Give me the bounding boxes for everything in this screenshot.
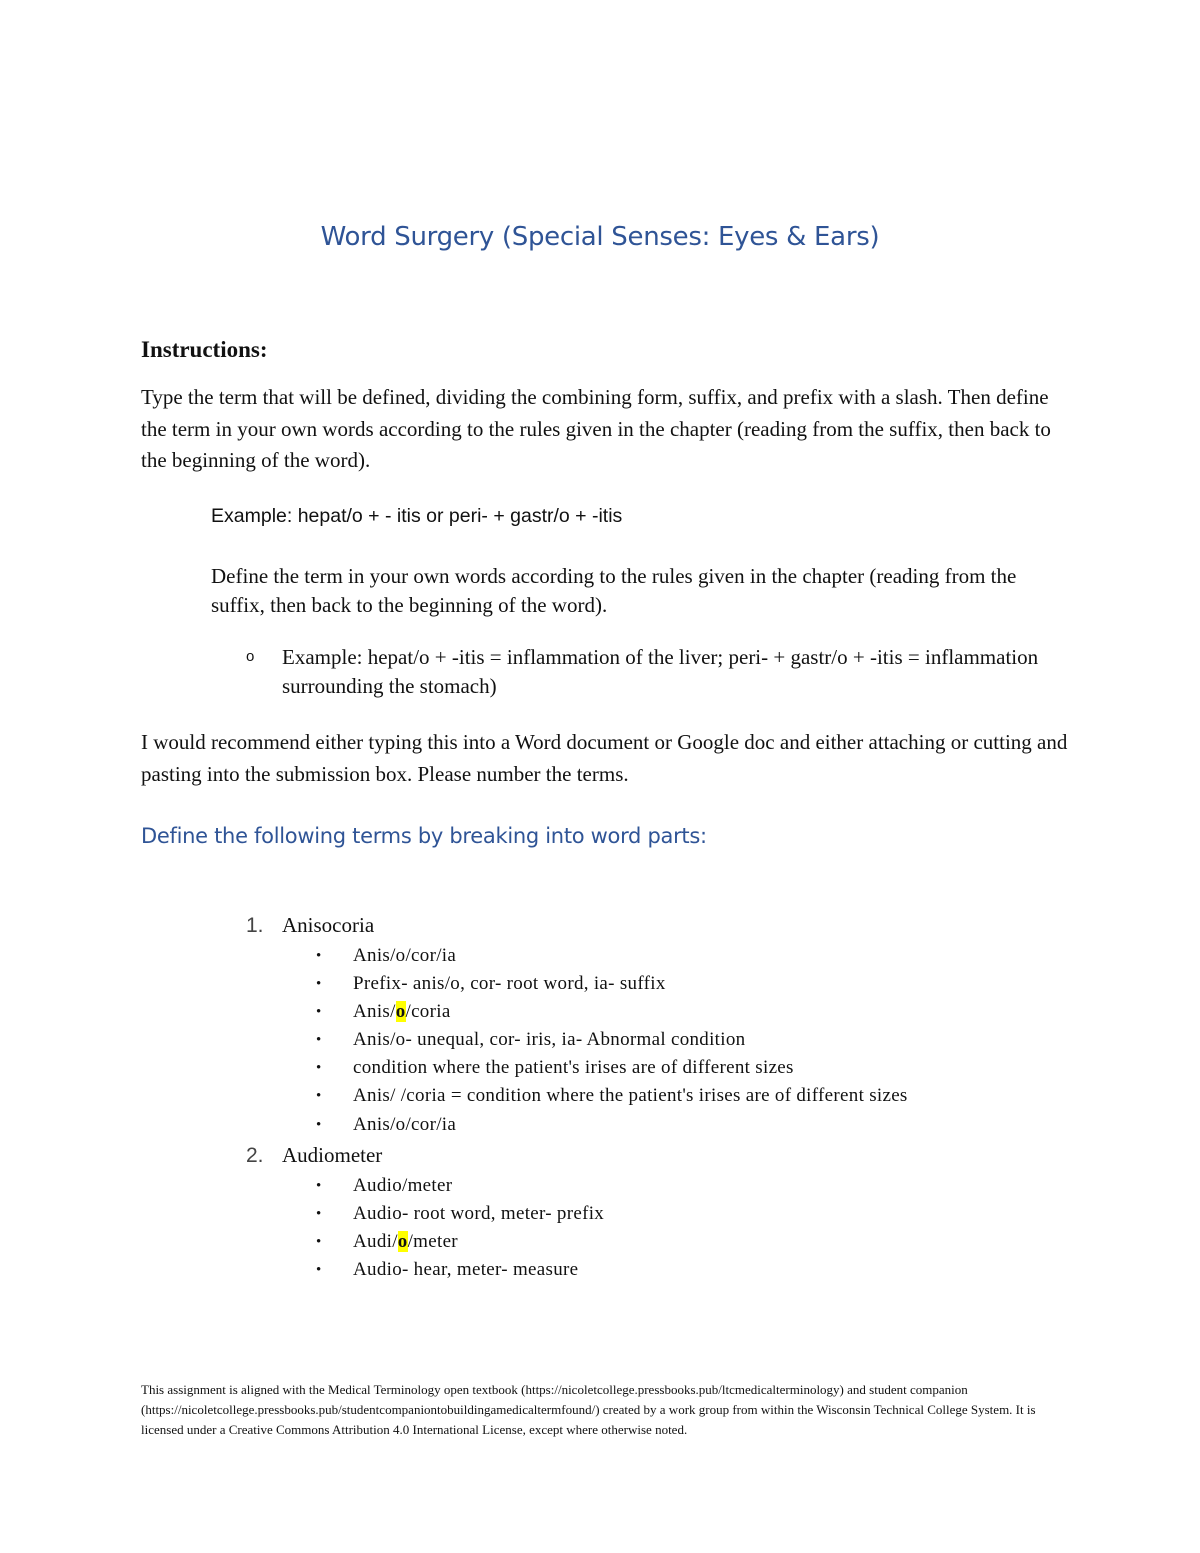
bullet-icon: •: [316, 1178, 322, 1194]
list-item-text: Audio- root word, meter- prefix: [353, 1203, 605, 1224]
list-item-text: Anis/o/cor/ia: [353, 1114, 457, 1135]
bullet-icon: •: [316, 1032, 322, 1048]
highlighted-letter: o: [397, 1231, 408, 1252]
section-heading: Define the following terms by breaking into word parts:: [141, 824, 707, 848]
term-name: Anisocoria: [282, 913, 375, 937]
list-item-text: Anis/o/cor/ia: [353, 945, 457, 966]
example-line: Example: hepat/o + - itis or peri- + gastr/o + -itis: [211, 505, 623, 527]
term-item: [246, 913, 374, 938]
list-item-text: Anis/ /coria = condition where the patient's irises are of different sizes: [353, 1085, 908, 1106]
text-before-highlight: Audi/: [353, 1231, 398, 1252]
document-title: Word Surgery (Special Senses: Eyes & Ears): [320, 222, 880, 252]
bullet-icon: •: [316, 1088, 322, 1104]
bullet-icon: •: [316, 1206, 322, 1222]
list-item-text: Audio/meter: [353, 1175, 453, 1196]
text-before-highlight: Anis/: [353, 1001, 396, 1022]
bullet-icon: •: [316, 976, 322, 992]
footer-license-note: This assignment is aligned with the Medical Terminology open textbook (https://nicoletcollege.pressbooks.pub/ltcmedicalterminology) and student companion (https://nicoletcollege.pressbooks.pub/studentcompaniontobuildingamedicaltermfound/) created by a work group from within the Wisconsin Technical College System. It is licensed under a Creative Commons Attribution 4.0 International License, except where otherwise noted.: [141, 1382, 1036, 1437]
instructions-heading: Instructions:: [141, 337, 268, 362]
term-number: 1.: [246, 914, 264, 937]
highlighted-letter: o: [395, 1001, 406, 1022]
bullet-icon: •: [316, 1004, 322, 1020]
text-after-highlight: /meter: [407, 1231, 458, 1252]
list-item-text: condition where the patient's irises are of different sizes: [353, 1057, 794, 1078]
list-item-text: [353, 1000, 451, 1024]
circle-bullet-icon: o: [246, 648, 255, 665]
list-item-text: Audio- hear, meter- measure: [353, 1259, 579, 1280]
list-item-text: Prefix- anis/o, cor- root word, ia- suffix: [353, 973, 666, 994]
term-name: Audiometer: [282, 1143, 383, 1167]
recommend-paragraph: I would recommend either typing this into a Word document or Google doc and either attaching or cutting and pasting into the submission box. Please number the terms.: [141, 730, 1068, 786]
define-paragraph: Define the term in your own words according to the rules given in the chapter (reading from the suffix, then back to the beginning of the word).: [211, 564, 1017, 617]
bullet-icon: •: [316, 948, 322, 964]
instructions-paragraph: Type the term that will be defined, dividing the combining form, suffix, and prefix with a slash. Then define the term in your own words according to the rules given in the chapter (reading from the suffix, then back to the beginning of the word).: [141, 385, 1051, 472]
list-item-text: Anis/o- unequal, cor- iris, ia- Abnormal condition: [353, 1029, 746, 1050]
example-bullet-text: Example: hepat/o + -itis = inflammation of the liver; peri- + gastr/o + -itis = inflammation surrounding the stomach): [282, 645, 1039, 698]
bullet-icon: •: [316, 1060, 322, 1076]
bullet-icon: •: [316, 1262, 322, 1278]
text-after-highlight: /coria: [405, 1001, 451, 1022]
term-number: 2.: [246, 1144, 264, 1167]
term-item: [246, 1143, 382, 1168]
list-item-text: [353, 1230, 458, 1254]
bullet-icon: •: [316, 1117, 322, 1133]
bullet-icon: •: [316, 1234, 322, 1250]
